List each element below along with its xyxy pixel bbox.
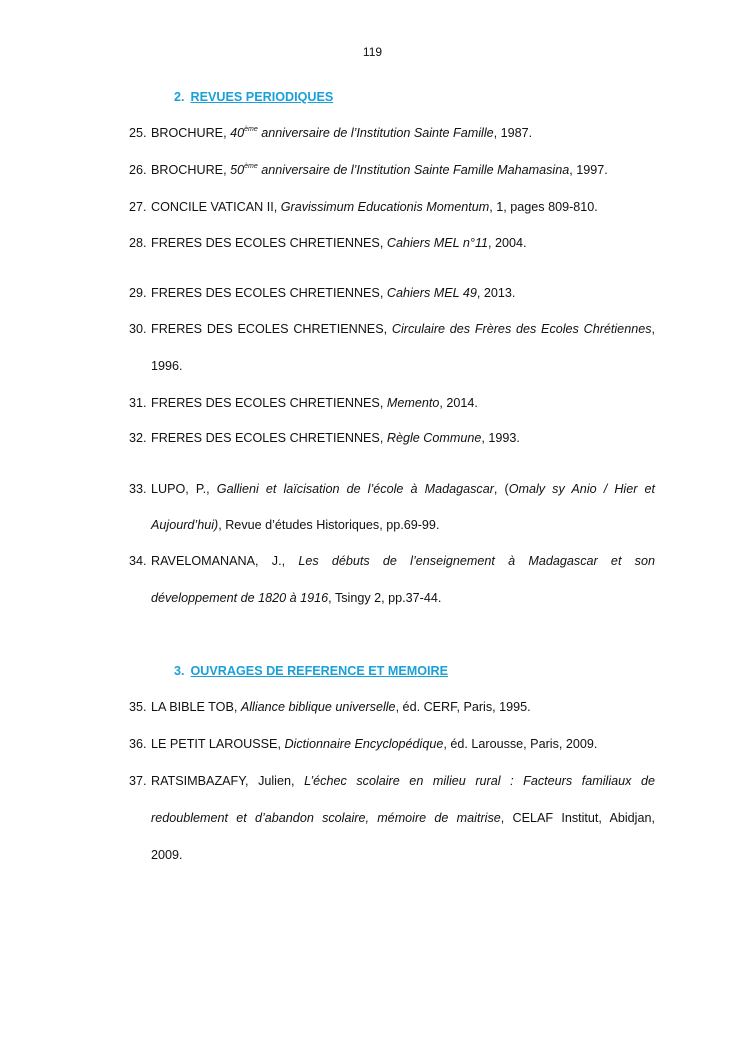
reference-title: Memento	[386, 396, 440, 410]
reference-line	[151, 554, 655, 568]
reference-line	[151, 396, 655, 410]
reference-title: Circulaire des Frères des Ecoles Chrétiennes	[391, 322, 652, 336]
reference-number: 25.	[129, 126, 147, 140]
reference-line	[151, 163, 655, 177]
reference-author: LA BIBLE TOB,	[151, 700, 238, 714]
superscript: ème	[244, 163, 258, 170]
reference-title: Gallieni et laïcisation de l’école à Madagascar	[216, 482, 494, 496]
reference-details: , 1997.	[569, 163, 608, 177]
reference-details: , 2004.	[488, 236, 527, 250]
reference-number: 27.	[129, 200, 147, 214]
reference-number: 34.	[129, 554, 147, 568]
reference-details: , 1993.	[481, 431, 520, 445]
reference-line	[151, 322, 655, 336]
reference-number: 28.	[129, 236, 147, 250]
reference-line	[151, 774, 655, 788]
section-title: OUVRAGES DE REFERENCE ET MEMOIRE	[190, 664, 449, 678]
reference-details: , 1987.	[493, 126, 533, 140]
reference-author: RATSIMBAZAFY, Julien,	[151, 774, 295, 788]
reference-number: 26.	[129, 163, 147, 177]
reference-line	[151, 737, 655, 751]
section-number: 3.	[174, 664, 185, 678]
reference-details: , 2014.	[439, 396, 478, 410]
reference-title: Gravissimum Educationis Momentum	[280, 200, 490, 214]
reference-title: Règle Commune	[386, 431, 482, 445]
reference-author: BROCHURE,	[151, 163, 227, 177]
reference-line	[151, 200, 655, 214]
superscript: ème	[244, 126, 258, 133]
reference-number: 35.	[129, 700, 147, 714]
reference-details: , éd. Larousse, Paris, 2009.	[443, 737, 598, 751]
reference-author: LE PETIT LAROUSSE,	[151, 737, 281, 751]
reference-line	[151, 126, 655, 140]
section-number: 2.	[174, 90, 185, 104]
reference-number: 29.	[129, 286, 147, 300]
reference-title: Dictionnaire Encyclopédique	[284, 737, 444, 751]
reference-title: Omaly sy Anio / Hier et	[508, 482, 656, 496]
reference-title: L’échec scolaire en milieu rural : Facteurs familiaux de	[304, 774, 656, 788]
reference-author: LUPO, P.,	[151, 482, 210, 496]
reference-title: 50ème anniversaire de l’Institution Sainte Famille Mahamasina	[230, 163, 570, 177]
reference-author: FRERES DES ECOLES CHRETIENNES,	[151, 431, 384, 445]
section-title: REVUES PERIODIQUES	[190, 90, 334, 104]
reference-continuation: Aujourd’hui), Revue d’études Historiques, pp.69-99.	[151, 518, 440, 532]
reference-author: FRERES DES ECOLES CHRETIENNES,	[151, 236, 384, 250]
section-heading-ouvrages	[174, 664, 448, 678]
reference-title: Alliance biblique universelle	[240, 700, 396, 714]
reference-line	[151, 431, 655, 445]
reference-title: 40ème anniversaire de l’Institution Sainte Famille	[230, 126, 494, 140]
reference-title: Les débuts de l’enseignement à Madagascar et son	[298, 554, 655, 568]
reference-number: 31.	[129, 396, 147, 410]
reference-title: Cahiers MEL 49	[386, 286, 477, 300]
reference-line	[151, 286, 655, 300]
reference-number: 33.	[129, 482, 147, 496]
reference-title: Cahiers MEL n°11	[386, 236, 489, 250]
reference-number: 32.	[129, 431, 147, 445]
reference-author: BROCHURE,	[151, 126, 227, 140]
reference-author: FRERES DES ECOLES CHRETIENNES,	[151, 286, 384, 300]
reference-continuation: redoublement et d’abandon scolaire, mémoire de maitrise, CELAF Institut, Abidjan,	[151, 811, 655, 825]
reference-number: 36.	[129, 737, 147, 751]
reference-line	[151, 700, 655, 714]
reference-continuation: 2009.	[151, 848, 183, 862]
reference-continuation: développement de 1820 à 1916, Tsingy 2, pp.37-44.	[151, 591, 442, 605]
reference-line: LUPO, P., Gallieni et laïcisation de l’école à Madagascar, (Omaly sy Anio / Hier et	[151, 482, 656, 496]
reference-author: FRERES DES ECOLES CHRETIENNES,	[151, 396, 384, 410]
reference-details: ,	[651, 322, 655, 336]
reference-number: 30.	[129, 322, 147, 336]
reference-author: FRERES DES ECOLES CHRETIENNES,	[151, 322, 388, 336]
reference-details: , 2013.	[476, 286, 516, 300]
reference-author: RAVELOMANANA, J.,	[151, 554, 286, 568]
reference-author: CONCILE VATICAN II,	[151, 200, 278, 214]
reference-continuation: 1996.	[151, 359, 183, 373]
page-number: 119	[362, 45, 383, 59]
reference-number: 37.	[129, 774, 147, 788]
section-heading-revues	[174, 90, 333, 104]
reference-details: , 1, pages 809-810.	[489, 200, 598, 214]
reference-details: , éd. CERF, Paris, 1995.	[395, 700, 531, 714]
reference-line	[151, 236, 655, 250]
